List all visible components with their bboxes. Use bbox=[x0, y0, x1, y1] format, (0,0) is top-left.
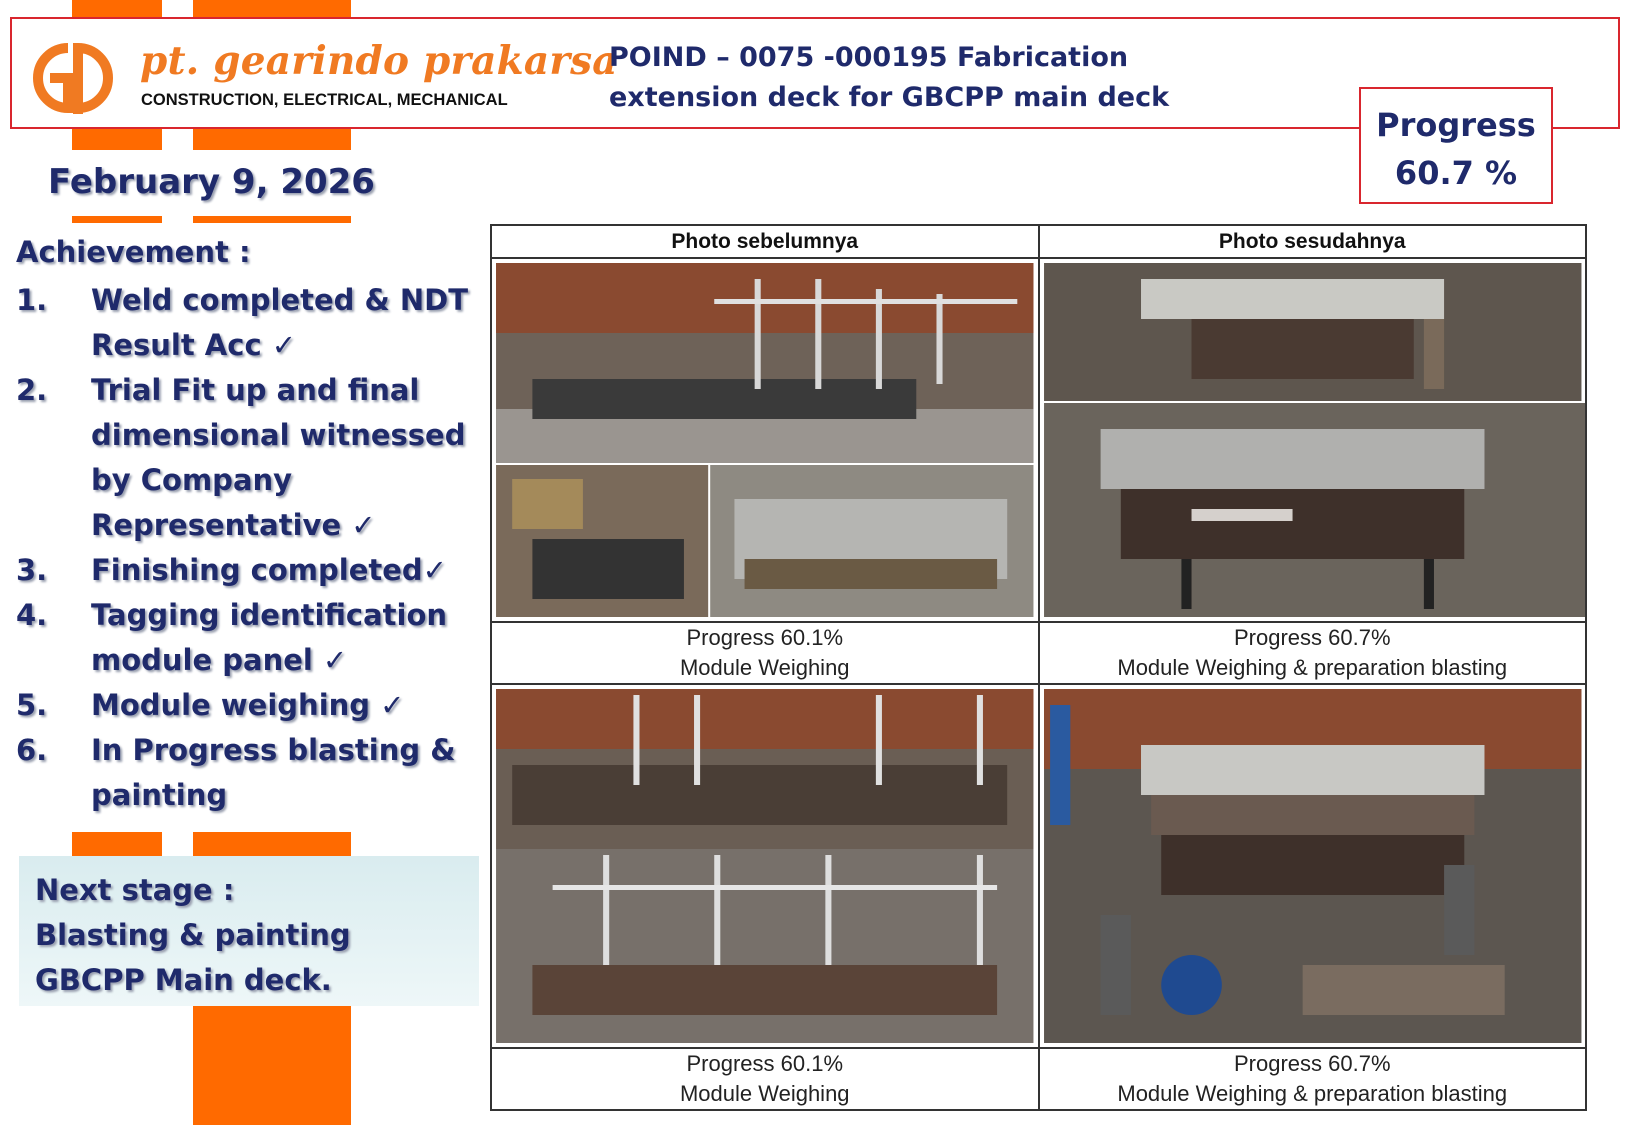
after-column-header: Photo sesudahnya bbox=[1039, 225, 1587, 258]
orange-stripe bbox=[193, 832, 351, 856]
after-photo bbox=[1040, 259, 1586, 621]
photo-cell bbox=[1039, 258, 1587, 622]
photo-caption: Progress 60.1% Module Weighing bbox=[491, 622, 1039, 684]
list-item: 4. Tagging identification module panel ✓ bbox=[16, 598, 448, 677]
page-title bbox=[609, 38, 1169, 118]
after-photo bbox=[1040, 685, 1586, 1047]
title-line-2: extension deck for GBCPP main deck bbox=[609, 82, 1170, 113]
progress-label: Progress bbox=[1376, 106, 1536, 144]
progress-value: 60.7 % bbox=[1394, 154, 1518, 192]
company-logo bbox=[20, 38, 618, 118]
photo-cell bbox=[491, 258, 1039, 622]
gearindo-logo-icon bbox=[20, 38, 120, 118]
company-tagline: CONSTRUCTION, ELECTRICAL, MECHANICAL bbox=[141, 91, 508, 109]
photo-cell bbox=[491, 684, 1039, 1048]
orange-stripe bbox=[193, 1006, 351, 1125]
photo-caption: Progress 60.1% Module Weighing bbox=[491, 1048, 1039, 1110]
list-item: 2. Trial Fit up and final dimensional witnessed by Company Representative ✓ bbox=[16, 373, 466, 542]
achievement-list bbox=[16, 278, 476, 818]
photo-caption: Progress 60.7% Module Weighing & preparation blasting bbox=[1039, 622, 1587, 684]
before-column-header: Photo sebelumnya bbox=[491, 225, 1039, 258]
next-stage-title: Next stage : bbox=[35, 873, 235, 907]
report-date: February 9, 2026 bbox=[48, 162, 375, 202]
next-stage-box bbox=[19, 856, 479, 1006]
next-stage-line: GBCPP Main deck. bbox=[35, 963, 332, 997]
orange-stripe bbox=[72, 216, 162, 223]
before-photo bbox=[492, 685, 1038, 1047]
progress-box bbox=[1359, 87, 1553, 204]
list-item: 6. In Progress blasting & painting bbox=[16, 733, 456, 812]
orange-stripe bbox=[193, 216, 351, 223]
photo-cell bbox=[1039, 684, 1587, 1048]
orange-stripe bbox=[72, 832, 162, 856]
photo-caption: Progress 60.7% Module Weighing & preparation blasting bbox=[1039, 1048, 1587, 1110]
company-name: pt. gearindo prakarsa bbox=[140, 38, 618, 84]
next-stage-line: Blasting & painting bbox=[35, 918, 351, 952]
list-item: 3. Finishing completed✓ bbox=[16, 553, 447, 587]
title-line-1: POIND – 0075 -000195 Fabrication bbox=[609, 42, 1129, 73]
before-photo bbox=[492, 259, 1038, 621]
list-item: 5. Module weighing ✓ bbox=[16, 688, 405, 722]
achievement-title: Achievement : bbox=[16, 235, 251, 269]
list-item: 1. Weld completed & NDT Result Acc ✓ bbox=[16, 283, 469, 362]
photo-comparison-table bbox=[490, 224, 1587, 1111]
